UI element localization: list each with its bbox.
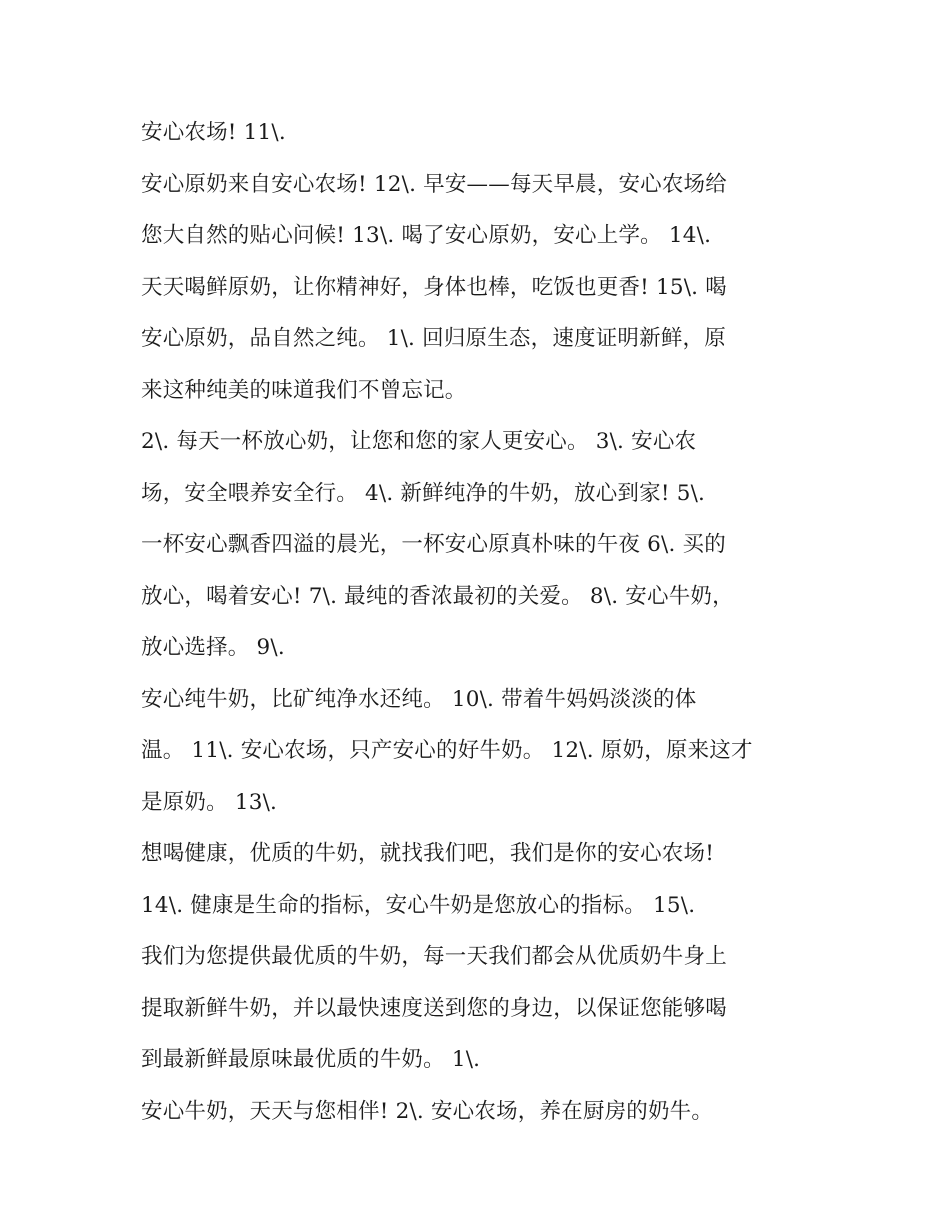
text-line: 放心选择。 9\. xyxy=(141,635,285,660)
text-line: 来这种纯美的味道我们不曾忘记。 xyxy=(141,377,467,403)
text-line: 是原奶。 13\. xyxy=(141,789,278,815)
body-text xyxy=(141,107,821,1137)
text-line: 到最新鲜最原味最优质的牛奶。 1\. xyxy=(141,1047,481,1072)
text-line: 天天喝鲜原奶，让你精神好，身体也棒，吃饭也更香! 15\. 喝 xyxy=(141,274,727,300)
text-line: 提取新鲜牛奶，并以最快速度送到您的身边，以保证您能够喝 xyxy=(141,995,727,1021)
text-line: 安心纯牛奶，比矿纯净水还纯。 10\. 带着牛妈妈淡淡的体 xyxy=(141,686,697,712)
text-line: 一杯安心飘香四溢的晨光，一杯安心原真朴味的午夜 6\. 买的 xyxy=(141,532,726,557)
text-line: 温。 11\. 安心农场，只产安心的好牛奶。 12\. 原奶，原来这才 xyxy=(141,738,753,763)
text-line: 14\. 健康是生命的指标，安心牛奶是您放心的指标。 15\. xyxy=(141,892,696,918)
text-line: 安心原奶，品自然之纯。 1\. 回归原生态，速度证明新鲜，原 xyxy=(141,326,726,351)
text-line: 想喝健康，优质的牛奶，就找我们吧，我们是你的安心农场! xyxy=(141,841,715,866)
text-line: 2\. 每天一杯放心奶，让您和您的家人更安心。 3\. 安心农 xyxy=(141,429,697,454)
text-line: 我们为您提供最优质的牛奶，每一天我们都会从优质奶牛身上 xyxy=(141,944,727,969)
text-line: 安心原奶来自安心农场! 12\. 早安——每天早晨，安心农场给 xyxy=(141,171,727,197)
text-line: 放心，喝着安心! 7\. 最纯的香浓最初的关爱。 8\. 安心牛奶， xyxy=(141,583,734,609)
text-line: 安心农场! 11\. xyxy=(141,120,286,145)
text-line: 您大自然的贴心问候! 13\. 喝了安心原奶，安心上学。 14\. xyxy=(141,223,712,248)
text-line: 安心牛奶，天天与您相伴! 2\. 安心农场，养在厨房的奶牛。 xyxy=(141,1098,714,1124)
text-line: 场，安全喂养安全行。 4\. 新鲜纯净的牛奶，放心到家! 5\. xyxy=(141,480,706,506)
